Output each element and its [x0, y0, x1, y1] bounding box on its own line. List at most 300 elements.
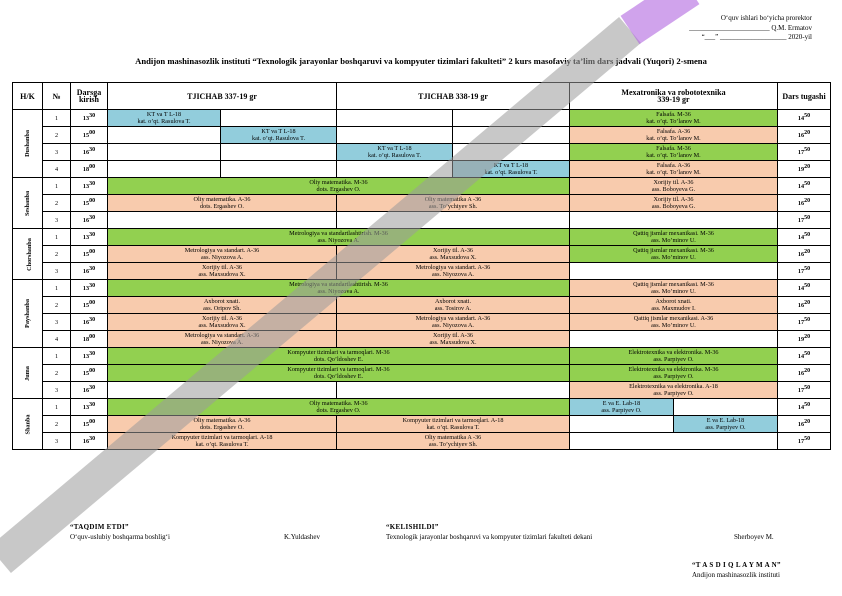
- header-group-337: TJICHAB 337-19 gr: [108, 83, 337, 110]
- teacher: ass. Maxsudova X.: [198, 322, 246, 329]
- subject: Oliy matematika. A-36: [193, 417, 251, 424]
- empty-cell: [221, 110, 337, 127]
- start-time: [71, 416, 108, 433]
- empty-cell: [570, 331, 778, 348]
- teacher: ass. Parpiyev O.: [653, 356, 694, 363]
- schedule-row: [13, 348, 831, 365]
- subject: Metrologiya va standart. A-36: [184, 247, 260, 254]
- start-time: [71, 195, 108, 212]
- start-minute: 00: [89, 164, 96, 171]
- schedule-row: [13, 433, 831, 450]
- empty-cell: [108, 212, 337, 229]
- class-cell: [108, 229, 570, 246]
- day-label: [13, 348, 43, 399]
- schedule-row: [13, 297, 831, 314]
- start-hour: 16: [82, 268, 90, 276]
- start-time: [71, 399, 108, 416]
- end-minute: 20: [804, 249, 811, 256]
- class-cell: [337, 314, 570, 331]
- teacher: kat. o’qt. Rasulova T.: [251, 135, 306, 142]
- class-cell: [108, 348, 570, 365]
- end-minute: 50: [804, 266, 811, 273]
- end-minute: 50: [804, 317, 811, 324]
- teacher: ass. Niyozova A.: [432, 322, 474, 329]
- submitted-role: O‘quv-uslubiy boshqarma boshlig‘i: [70, 533, 170, 541]
- start-minute: 30: [89, 215, 96, 222]
- start-time: [71, 212, 108, 229]
- class-cell: [453, 161, 570, 178]
- header-row: [13, 83, 831, 110]
- end-time: [778, 263, 831, 280]
- end-hour: 17: [797, 268, 805, 276]
- end-minute: 20: [804, 419, 811, 426]
- schedule-row: [13, 161, 831, 178]
- pair-number: 3: [43, 263, 71, 280]
- start-minute: 30: [89, 385, 96, 392]
- subject: Falsafa. M-36: [656, 111, 691, 118]
- subject: Elektrotexnika va elektronika. M-36: [628, 349, 719, 356]
- teacher: dots. Ergashev O.: [316, 186, 361, 193]
- end-minute: 20: [804, 368, 811, 375]
- teacher: ass. Mo’minov U.: [651, 322, 696, 329]
- footer-submitted: [70, 522, 170, 542]
- teacher: ass. Parpiyev O.: [601, 407, 642, 414]
- end-hour: 14: [797, 234, 805, 242]
- start-minute: 30: [89, 402, 96, 409]
- start-time: [71, 314, 108, 331]
- class-cell: [337, 195, 570, 212]
- empty-cell: [221, 161, 337, 178]
- teacher: ass. Maxsudova X.: [429, 339, 477, 346]
- subject: Kompyuter tizimlari va tarmoqlari. M-36: [287, 366, 390, 373]
- end-minute: 50: [804, 283, 811, 290]
- teacher: ass. Parpiyev O.: [653, 373, 694, 380]
- pair-number: 2: [43, 365, 71, 382]
- header-no: №: [43, 83, 71, 110]
- day-label: [13, 280, 43, 348]
- class-cell: [570, 229, 778, 246]
- schedule-row: [13, 314, 831, 331]
- subject: Oliy matematika. M-36: [309, 179, 368, 186]
- end-time: [778, 195, 831, 212]
- subject: Oliy matematika. A-36: [193, 196, 251, 203]
- class-cell: [108, 365, 570, 382]
- end-hour: 14: [797, 404, 805, 412]
- teacher: ass. Niyozova A.: [432, 271, 474, 278]
- start-minute: 30: [89, 113, 96, 120]
- day-label-text: Dushanba: [24, 130, 31, 157]
- teacher: ass. Mo’minov U.: [651, 254, 696, 261]
- end-time: [778, 433, 831, 450]
- end-hour: 17: [797, 438, 805, 446]
- subject: E va E. Lab-18: [706, 417, 745, 424]
- class-cell: [570, 161, 778, 178]
- pair-number: 1: [43, 110, 71, 127]
- end-minute: 20: [804, 164, 811, 171]
- approval-header: [689, 14, 812, 43]
- teacher: dots. Qo’ldoshev E.: [313, 373, 364, 380]
- end-time: [778, 246, 831, 263]
- subject: Axborot xnati.: [434, 298, 472, 305]
- teacher: kat. o’qt. To’lanov M.: [646, 152, 701, 159]
- pair-number: 3: [43, 433, 71, 450]
- class-cell: [570, 297, 778, 314]
- header-group-339: [570, 83, 778, 110]
- header-group-339-line1: Mexatronika va robototexnika: [621, 88, 726, 97]
- teacher: ass. Niyozova A.: [201, 254, 243, 261]
- end-time: [778, 212, 831, 229]
- teacher: ass. Mo’minov U.: [651, 237, 696, 244]
- teacher: ass. Parpiyev O.: [705, 424, 746, 431]
- pair-number: 4: [43, 161, 71, 178]
- header-hk: H/K: [13, 83, 43, 110]
- schedule-row: [13, 263, 831, 280]
- end-minute: 20: [804, 198, 811, 205]
- start-time: [71, 110, 108, 127]
- schedule-row: [13, 365, 831, 382]
- start-hour: 18: [82, 166, 90, 174]
- start-minute: 30: [89, 232, 96, 239]
- class-cell: [108, 246, 337, 263]
- day-label-text: Payshanba: [23, 299, 31, 328]
- schedule-row: [13, 195, 831, 212]
- subject: Kompyuter tizimlari va tarmoqlari. A-18: [171, 434, 273, 441]
- end-hour: 16: [797, 200, 805, 208]
- day-label-text: Seshanba: [23, 190, 31, 216]
- subject: KT va T L-18: [146, 111, 182, 118]
- teacher: ass. Bobоyeva G.: [651, 203, 696, 210]
- start-minute: 00: [89, 368, 96, 375]
- start-time: [71, 280, 108, 297]
- class-cell: [570, 348, 778, 365]
- schedule-row: [13, 331, 831, 348]
- header-end: Dars tugashi: [778, 83, 831, 110]
- teacher: ass. Bobоyeva G.: [651, 186, 696, 193]
- start-hour: 13: [82, 353, 90, 361]
- subject: Metrologiya va standart. A-36: [415, 315, 491, 322]
- teacher: ass. To’ychiyev Sh.: [428, 203, 478, 210]
- start-hour: 15: [82, 421, 90, 429]
- agreed-title: “KELISHILDI”: [386, 523, 439, 531]
- day-label: [13, 178, 43, 229]
- approval-line-1: O‘quv ishlari bo‘yicha prorektor: [720, 14, 812, 22]
- pair-number: 3: [43, 212, 71, 229]
- class-cell: [337, 246, 570, 263]
- start-time: [71, 382, 108, 399]
- subject: Oliy matematika. M-36: [309, 400, 368, 407]
- class-cell: [337, 263, 570, 280]
- teacher: ass. Niyozova A.: [317, 237, 360, 244]
- pair-number: 1: [43, 399, 71, 416]
- class-cell: [108, 331, 337, 348]
- subject: Falsafa. A-36: [656, 162, 691, 169]
- end-hour: 16: [797, 370, 805, 378]
- empty-cell: [453, 144, 570, 161]
- day-label-text: Chorshanba: [25, 237, 33, 271]
- class-cell: [570, 144, 778, 161]
- end-minute: 50: [804, 215, 811, 222]
- pair-number: 2: [43, 127, 71, 144]
- start-minute: 30: [89, 317, 96, 324]
- pair-number: 3: [43, 314, 71, 331]
- class-cell: [108, 297, 337, 314]
- start-hour: 13: [82, 285, 90, 293]
- subject: Qattiq jismlar mexanikasi. M-36: [633, 230, 714, 237]
- start-time: [71, 433, 108, 450]
- pair-number: 1: [43, 280, 71, 297]
- teacher: kat. o’qt. Rasulova T.: [195, 441, 249, 448]
- class-cell: [337, 144, 453, 161]
- teacher: ass. Mo’minov U.: [651, 288, 696, 295]
- end-time: [778, 127, 831, 144]
- subject: E va E. Lab-18: [602, 400, 641, 407]
- submitted-title: “TAQDIM ETDI”: [70, 523, 129, 531]
- pair-number: 3: [43, 144, 71, 161]
- empty-cell: [570, 263, 778, 280]
- start-time: [71, 229, 108, 246]
- subject: Qattiq jismlar mexanikasi. A-36: [633, 315, 714, 322]
- class-cell: [570, 365, 778, 382]
- end-minute: 50: [804, 385, 811, 392]
- subject: Falsafa. A-36: [656, 128, 691, 135]
- end-hour: 17: [797, 217, 805, 225]
- subject: Axborot xnati.: [655, 298, 692, 305]
- end-time: [778, 365, 831, 382]
- end-minute: 50: [804, 147, 811, 154]
- schedule-row: [13, 144, 831, 161]
- schedule-table: [12, 82, 831, 450]
- end-minute: 50: [804, 402, 811, 409]
- start-hour: 18: [82, 336, 90, 344]
- end-minute: 20: [804, 300, 811, 307]
- empty-cell: [453, 110, 570, 127]
- end-hour: 16: [797, 251, 805, 259]
- schedule-row: [13, 416, 831, 433]
- header-start: Darsga kirish: [71, 83, 108, 110]
- subject: Metrologiya va standartlashtirish. M-36: [289, 230, 388, 237]
- subject: Metrologiya va standartlashtirish. M-36: [289, 281, 388, 288]
- teacher: ass. Maxsudova X.: [429, 254, 477, 261]
- teacher: dots. Ergashev O.: [200, 203, 244, 210]
- subject: Xorijiy til. A-36: [653, 179, 694, 186]
- end-minute: 50: [804, 181, 811, 188]
- end-time: [778, 382, 831, 399]
- class-cell: [570, 399, 674, 416]
- end-minute: 50: [804, 232, 811, 239]
- class-cell: [337, 331, 570, 348]
- start-hour: 13: [82, 234, 90, 242]
- day-label-text: Juma: [23, 365, 31, 381]
- watermark-stripe-purple: [630, 0, 690, 30]
- teacher: ass. Maxsudova X.: [198, 271, 246, 278]
- subject: Oliy matematika A -36: [424, 196, 482, 203]
- day-label: [13, 110, 43, 178]
- class-cell: [570, 382, 778, 399]
- end-minute: 50: [804, 113, 811, 120]
- subject: Axborot xnati.: [203, 298, 241, 305]
- end-hour: 17: [797, 319, 805, 327]
- subject: Kompyuter tizimlari va tarmoqlari. A-18: [402, 417, 504, 424]
- empty-cell: [570, 212, 778, 229]
- empty-cell: [337, 161, 453, 178]
- class-cell: [570, 110, 778, 127]
- start-minute: 30: [89, 436, 96, 443]
- subject: Oliy matematika A -36: [424, 434, 482, 441]
- start-minute: 00: [89, 300, 96, 307]
- subject: Falsafa. M-36: [656, 145, 691, 152]
- start-time: [71, 246, 108, 263]
- agreed-name: Sherboyev M.: [734, 533, 774, 541]
- teacher: kat. o’qt. Rasulova T.: [137, 118, 191, 125]
- day-label-text: Shanba: [23, 414, 31, 434]
- empty-cell: [108, 127, 221, 144]
- end-time: [778, 144, 831, 161]
- start-hour: 15: [82, 132, 90, 140]
- start-time: [71, 127, 108, 144]
- approved-org: Andijon mashinasozlik instituti: [692, 571, 780, 579]
- class-cell: [570, 246, 778, 263]
- end-hour: 14: [797, 353, 805, 361]
- end-minute: 50: [804, 351, 811, 358]
- start-hour: 15: [82, 302, 90, 310]
- start-minute: 00: [89, 198, 96, 205]
- start-hour: 13: [82, 183, 90, 191]
- schedule-row: [13, 280, 831, 297]
- end-hour: 19: [797, 166, 805, 174]
- subject: Xorijiy til. A-36: [201, 264, 243, 271]
- empty-cell: [570, 433, 778, 450]
- end-hour: 14: [797, 183, 805, 191]
- day-label: [13, 229, 43, 280]
- start-minute: 30: [89, 181, 96, 188]
- empty-cell: [570, 416, 674, 433]
- start-minute: 30: [89, 283, 96, 290]
- subject: Qattiq jismlar mexanikasi. M-36: [633, 281, 714, 288]
- class-cell: [108, 416, 337, 433]
- end-hour: 14: [797, 115, 805, 123]
- subject: Xorijiy til. A-36: [432, 332, 474, 339]
- teacher: ass. To’ychiyev Sh.: [428, 441, 478, 448]
- end-hour: 17: [797, 149, 805, 157]
- start-minute: 30: [89, 266, 96, 273]
- end-time: [778, 229, 831, 246]
- teacher: dots. Ergashev O.: [200, 424, 244, 431]
- class-cell: [570, 280, 778, 297]
- teacher: kat. o’qt. Rasulova T.: [484, 169, 538, 176]
- pair-number: 3: [43, 382, 71, 399]
- start-time: [71, 178, 108, 195]
- end-time: [778, 297, 831, 314]
- page-title: Andijon mashinasozlik instituti “Texnologik jarayonlar boshqaruvi va kompyuter tizimlari fakulteti” 2 kurs masofaviy ta’lim dars jadvali (Yuqori) 2-smena: [135, 56, 707, 66]
- start-hour: 13: [82, 115, 90, 123]
- class-cell: [108, 110, 221, 127]
- teacher: ass. Tosirov A.: [434, 305, 472, 312]
- end-hour: 19: [797, 336, 805, 344]
- schedule-row: [13, 399, 831, 416]
- empty-cell: [453, 127, 570, 144]
- agreed-role: Texnologik jarayonlar boshqaruvi va kompyuter tizimlari fakulteti dekani: [386, 533, 593, 541]
- approval-line-3: “___” ___________________ 2020-yil: [701, 33, 812, 41]
- subject: Xorijiy til. A-36: [201, 315, 243, 322]
- end-hour: 14: [797, 285, 805, 293]
- start-time: [71, 348, 108, 365]
- subject: Elektrotexnika va elektronika. M-36: [628, 366, 719, 373]
- start-hour: 15: [82, 200, 90, 208]
- subject: Elektrotexnika va elektronika. A-18: [629, 383, 718, 390]
- end-minute: 20: [804, 130, 811, 137]
- empty-cell: [337, 127, 453, 144]
- subject: Qattiq jismlar mexanikasi. M-36: [633, 247, 714, 254]
- end-hour: 16: [797, 421, 805, 429]
- teacher: ass. Parpiyev O.: [653, 390, 694, 397]
- empty-cell: [337, 110, 453, 127]
- pair-number: 2: [43, 297, 71, 314]
- end-time: [778, 280, 831, 297]
- end-hour: 16: [797, 132, 805, 140]
- pair-number: 2: [43, 195, 71, 212]
- class-cell: [221, 127, 337, 144]
- start-hour: 16: [82, 217, 90, 225]
- class-cell: [570, 195, 778, 212]
- pair-number: 4: [43, 331, 71, 348]
- end-time: [778, 161, 831, 178]
- empty-cell: [221, 144, 337, 161]
- footer-approved: [692, 560, 781, 580]
- empty-cell: [108, 161, 221, 178]
- start-minute: 00: [89, 249, 96, 256]
- end-minute: 50: [804, 436, 811, 443]
- class-cell: [337, 297, 570, 314]
- end-hour: 17: [797, 387, 805, 395]
- end-time: [778, 348, 831, 365]
- submitted-name: K.Yuldashev: [284, 533, 320, 541]
- teacher: kat. o’qt. To’lanov M.: [646, 169, 701, 176]
- start-time: [71, 297, 108, 314]
- subject: Kompyuter tizimlari va tarmoqlari. M-36: [287, 349, 390, 356]
- class-cell: [570, 127, 778, 144]
- pair-number: 1: [43, 229, 71, 246]
- start-minute: 00: [89, 130, 96, 137]
- start-minute: 00: [89, 419, 96, 426]
- approved-title: “T A S D I Q L A Y M A N”: [692, 561, 781, 569]
- empty-cell: [108, 144, 221, 161]
- subject: Metrologiya va standart. A-36: [415, 264, 491, 271]
- teacher: ass. Oripov Sh.: [203, 305, 241, 312]
- pair-number: 2: [43, 416, 71, 433]
- end-time: [778, 399, 831, 416]
- class-cell: [108, 433, 337, 450]
- class-cell: [674, 416, 778, 433]
- teacher: ass. Niyozova A.: [201, 339, 243, 346]
- class-cell: [108, 178, 570, 195]
- teacher: kat. o’qt. To’lanov M.: [646, 135, 701, 142]
- start-hour: 16: [82, 319, 90, 327]
- subject: KT va T L-18: [261, 128, 296, 135]
- class-cell: [108, 314, 337, 331]
- end-time: [778, 178, 831, 195]
- class-cell: [108, 280, 570, 297]
- empty-cell: [337, 382, 570, 399]
- start-minute: 30: [89, 351, 96, 358]
- teacher: ass. Niyozova A.: [317, 288, 360, 295]
- end-time: [778, 110, 831, 127]
- pair-number: 1: [43, 178, 71, 195]
- empty-cell: [337, 212, 570, 229]
- teacher: dots. Qo’ldoshev E.: [313, 356, 364, 363]
- subject: KT va T L-18: [377, 145, 412, 152]
- start-hour: 16: [82, 149, 90, 157]
- start-time: [71, 365, 108, 382]
